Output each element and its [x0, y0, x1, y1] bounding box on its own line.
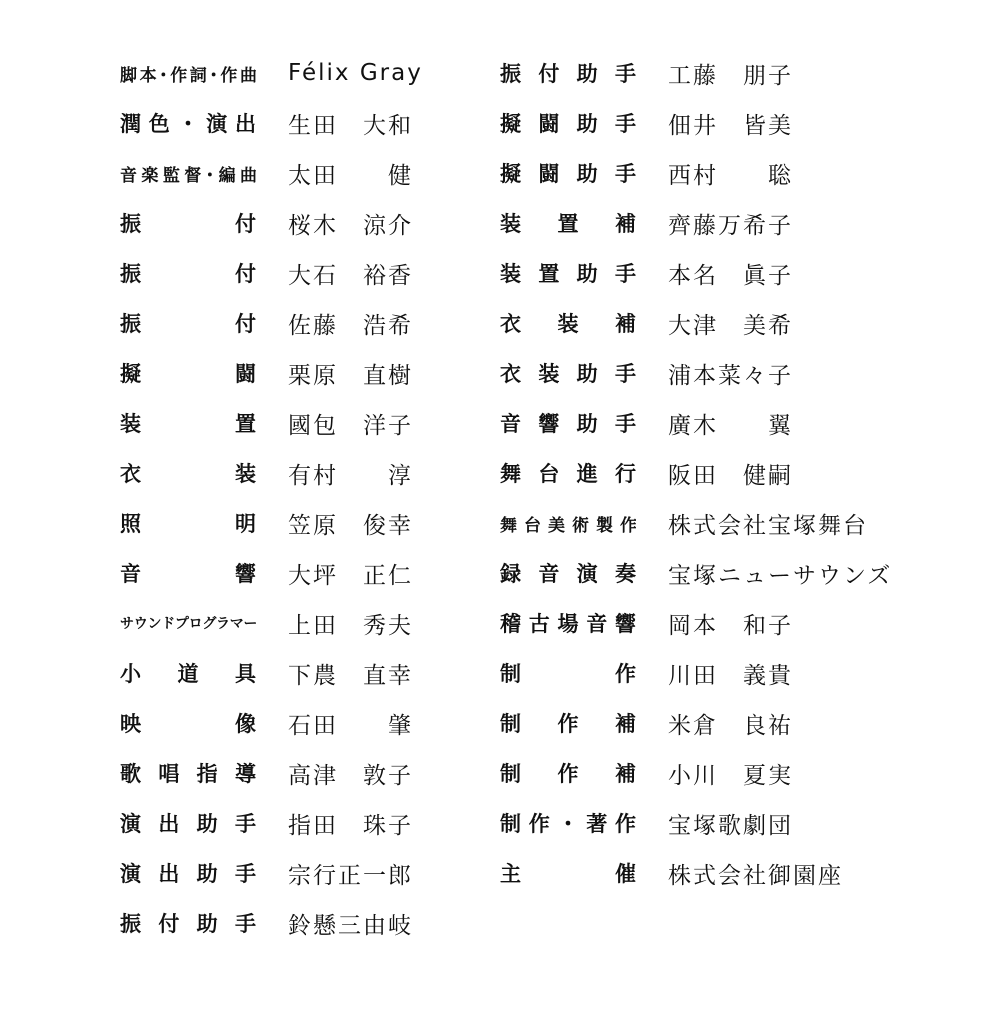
credit-role: 衣​装 [120, 461, 256, 486]
credit-row [500, 48, 892, 98]
credit-row [120, 498, 423, 548]
credit-row [120, 598, 423, 648]
credit-row [120, 298, 423, 348]
credit-name: 米倉 良祐 [668, 712, 793, 739]
credit-row [120, 698, 423, 748]
credit-name: 株式会社御園座 [668, 862, 843, 889]
credit-role: 歌​唱​指​導 [120, 761, 256, 786]
credit-row [500, 698, 892, 748]
credit-name: 桜木 涼介 [288, 212, 413, 239]
credit-row [120, 748, 423, 798]
credit-name: 有村 淳 [288, 462, 413, 489]
credit-role: 主​催 [500, 861, 636, 886]
credit-row [500, 798, 892, 848]
credit-row [500, 148, 892, 198]
credit-row [120, 648, 423, 698]
credit-name: 下農 直幸 [288, 662, 413, 689]
credit-name: 大津 美希 [668, 312, 793, 339]
credit-role: 制​作 [500, 661, 636, 686]
credit-row [500, 348, 892, 398]
credit-role: 制​作​補 [500, 761, 636, 786]
credit-role: 振​付 [120, 211, 256, 236]
credit-role: 稽​古​場​音​響 [500, 611, 636, 636]
credit-role: 擬​闘​助​手 [500, 161, 636, 186]
credit-row [120, 798, 423, 848]
credit-name: 國包 洋子 [288, 412, 413, 439]
credit-role: 衣​装​助​手 [500, 361, 636, 386]
credit-row [500, 748, 892, 798]
credit-role: 制​作​補 [500, 711, 636, 736]
credit-name: 宝塚歌劇団 [668, 812, 793, 839]
credit-name: 佃井 皆美 [668, 112, 793, 139]
credit-row [120, 398, 423, 448]
credit-row [500, 448, 892, 498]
credit-role: 衣​装​補 [500, 311, 636, 336]
credit-name: Félix Gray [288, 60, 423, 86]
credit-role: 音​響 [120, 561, 256, 586]
credit-row [500, 648, 892, 698]
credit-role: 潤​色​・​演​出 [120, 111, 256, 136]
credit-name: 笠原 俊幸 [288, 512, 413, 539]
credit-role: 振​付 [120, 261, 256, 286]
credit-row [120, 198, 423, 248]
credit-name: 石田 肇 [288, 712, 413, 739]
credit-role: 振​付 [120, 311, 256, 336]
credits-right-column [500, 48, 892, 898]
credit-row [500, 598, 892, 648]
credit-role: 舞​台​美​術​製​作 [500, 515, 636, 536]
credit-row [120, 248, 423, 298]
credit-name: 上田 秀夫 [288, 612, 413, 639]
credit-row [120, 448, 423, 498]
credit-row [500, 198, 892, 248]
credit-role: 録​音​演​奏 [500, 561, 636, 586]
credit-name: 岡本 和子 [668, 612, 793, 639]
credit-role: 装​置​助​手 [500, 261, 636, 286]
credit-name: 浦本菜々子 [668, 362, 793, 389]
credit-role: 振​付​助​手 [120, 911, 256, 936]
credit-name: 廣木 翼 [668, 412, 793, 439]
credit-role: 振​付​助​手 [500, 61, 636, 86]
credit-name: 阪田 健嗣 [668, 462, 793, 489]
credit-row [500, 248, 892, 298]
credit-role: 擬​闘 [120, 361, 256, 386]
credit-role: 制​作​・​著​作 [500, 811, 636, 836]
credit-row [500, 298, 892, 348]
credit-role: 音​響​助​手 [500, 411, 636, 436]
credit-row [120, 98, 423, 148]
credit-role: 照​明 [120, 511, 256, 536]
credit-name: 工藤 朋子 [668, 62, 793, 89]
credit-row [120, 148, 423, 198]
credit-role: 舞​台​進​行 [500, 461, 636, 486]
credit-name: 川田 義貴 [668, 662, 793, 689]
credit-name: 太田 健 [288, 162, 413, 189]
credit-name: 鈴懸三由岐 [288, 912, 413, 939]
credit-name: 大坪 正仁 [288, 562, 413, 589]
credit-name: 指田 珠子 [288, 812, 413, 839]
credit-role: 演​出​助​手 [120, 811, 256, 836]
credit-name: 大石 裕香 [288, 262, 413, 289]
credit-row [500, 548, 892, 598]
credit-role: 小​道​具 [120, 661, 256, 686]
credit-row [500, 848, 892, 898]
credit-role: 装​置​補 [500, 211, 636, 236]
credit-role: 映​像 [120, 711, 256, 736]
credit-row [120, 848, 423, 898]
credit-row [120, 548, 423, 598]
credit-row [120, 898, 423, 948]
credit-row [120, 48, 423, 98]
credit-role: 音​楽​監​督​･​編​曲 [120, 165, 256, 186]
credit-role: 装​置 [120, 411, 256, 436]
credit-name: 宗行正一郎 [288, 862, 413, 889]
credit-name: 生田 大和 [288, 112, 413, 139]
credit-name: 宝塚ニューサウンズ [668, 562, 893, 589]
credit-row [500, 398, 892, 448]
credit-role: 脚​本​･​作​詞​･​作​曲 [120, 65, 256, 86]
credit-row [500, 498, 892, 548]
credit-name: 株式会社宝塚舞台 [668, 512, 868, 539]
credits-left-column [120, 48, 423, 948]
credit-row [500, 98, 892, 148]
credit-name: 本名 眞子 [668, 262, 793, 289]
credit-role: 擬​闘​助​手 [500, 111, 636, 136]
credit-name: 齊藤万希子 [668, 212, 793, 239]
credit-role: 演​出​助​手 [120, 861, 256, 886]
credit-name: 佐藤 浩希 [288, 312, 413, 339]
credit-name: 高津 敦子 [288, 762, 413, 789]
credit-name: 小川 夏実 [668, 762, 793, 789]
credit-row [120, 348, 423, 398]
credit-role: サ​ウ​ン​ド​プ​ロ​グ​ラ​マ​ー [120, 616, 256, 632]
credit-name: 西村 聡 [668, 162, 793, 189]
credit-name: 栗原 直樹 [288, 362, 413, 389]
